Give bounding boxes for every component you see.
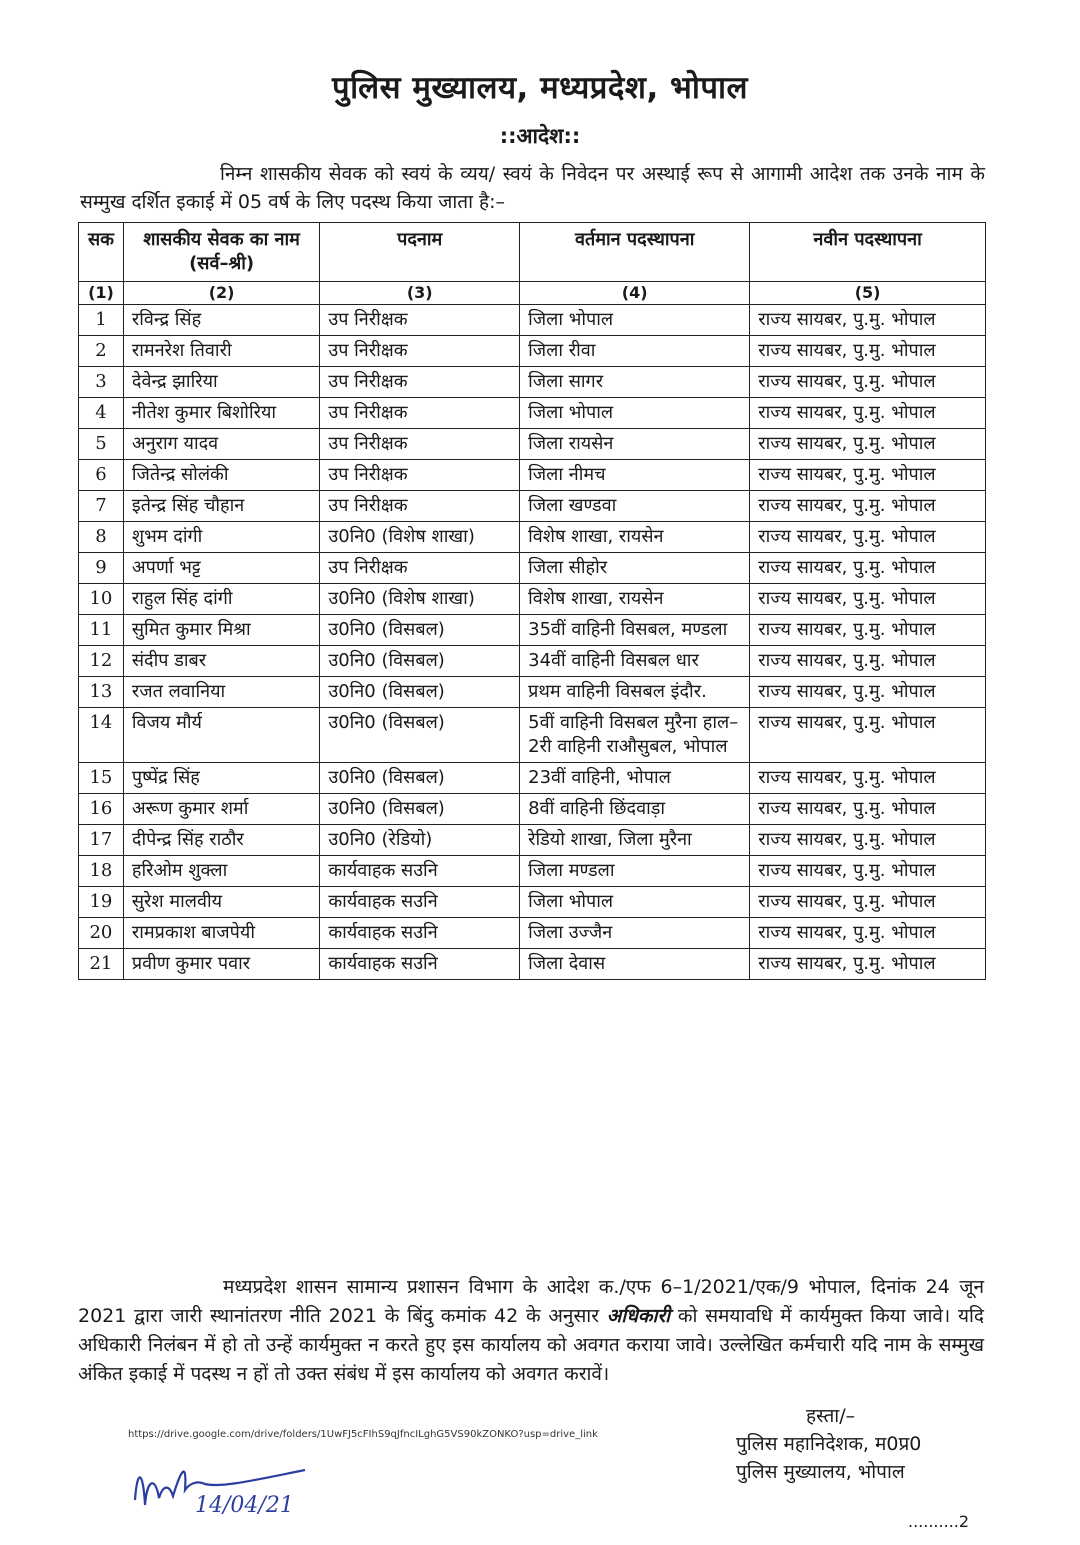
signatory-office: पुलिस मुख्यालय, भोपाल: [736, 1461, 905, 1483]
row-sno: 1: [79, 305, 124, 336]
row-name: इतेन्द्र सिंह चौहान: [123, 491, 319, 522]
header-name: शासकीय सेवक का नाम (सर्व–श्री): [123, 223, 319, 282]
row-post: उ0नि0 (विशेष शाखा): [320, 522, 520, 553]
row-sno: 17: [79, 825, 124, 856]
row-sno: 2: [79, 336, 124, 367]
table-row: [79, 949, 986, 980]
row-new-posting: राज्य सायबर, पु.मु. भोपाल: [750, 615, 986, 646]
row-post: कार्यवाहक सउनि: [320, 887, 520, 918]
row-current-posting: 23वीं वाहिनी, भोपाल: [520, 763, 750, 794]
row-sno: 3: [79, 367, 124, 398]
row-sno: 15: [79, 763, 124, 794]
row-name: संदीप डाबर: [123, 646, 319, 677]
row-name: अरूण कुमार शर्मा: [123, 794, 319, 825]
row-sno: 8: [79, 522, 124, 553]
row-name: रामनरेश तिवारी: [123, 336, 319, 367]
row-new-posting: राज्य सायबर, पु.मु. भोपाल: [750, 825, 986, 856]
signature-date: 14/04/21: [195, 1493, 294, 1518]
row-current-posting: जिला रीवा: [520, 336, 750, 367]
row-name: देवेन्द्र झारिया: [123, 367, 319, 398]
row-sno: 6: [79, 460, 124, 491]
row-current-posting: जिला खण्डवा: [520, 491, 750, 522]
header-post: पदनाम: [320, 223, 520, 282]
row-name: राहुल सिंह दांगी: [123, 584, 319, 615]
row-post: उ0नि0 (विसबल): [320, 708, 520, 763]
table-row: [79, 553, 986, 584]
page-title: पुलिस मुख्यालय, मध्यप्रदेश, भोपाल: [331, 70, 749, 106]
row-current-posting: जिला भोपाल: [520, 887, 750, 918]
row-current-posting: 8वीं वाहिनी छिंदवाड़ा: [520, 794, 750, 825]
row-new-posting: राज्य सायबर, पु.मु. भोपाल: [750, 918, 986, 949]
table-row: [79, 677, 986, 708]
row-sno: 4: [79, 398, 124, 429]
row-sno: 19: [79, 887, 124, 918]
row-post: उ0नि0 (विसबल): [320, 646, 520, 677]
table-row: [79, 918, 986, 949]
col-number: (3): [320, 282, 520, 305]
row-new-posting: राज्य सायबर, पु.मु. भोपाल: [750, 677, 986, 708]
row-current-posting: रेडियो शाखा, जिला मुरैना: [520, 825, 750, 856]
row-post: उप निरीक्षक: [320, 429, 520, 460]
row-new-posting: राज्य सायबर, पु.मु. भोपाल: [750, 491, 986, 522]
header-current-posting: वर्तमान पदस्थापना: [520, 223, 750, 282]
footer-paragraph: [78, 1273, 984, 1389]
table-row: [79, 429, 986, 460]
row-current-posting: विशेष शाखा, रायसेन: [520, 584, 750, 615]
table-header-row: [79, 223, 986, 282]
row-new-posting: राज्य सायबर, पु.मु. भोपाल: [750, 553, 986, 584]
row-sno: 10: [79, 584, 124, 615]
row-post: उ0नि0 (विशेष शाखा): [320, 584, 520, 615]
table-row: [79, 646, 986, 677]
table-row: [79, 460, 986, 491]
row-post: उप निरीक्षक: [320, 367, 520, 398]
header-new-posting: नवीन पदस्थापना: [750, 223, 986, 282]
row-name: सुमित कुमार मिश्रा: [123, 615, 319, 646]
table-row: [79, 491, 986, 522]
row-post: उप निरीक्षक: [320, 305, 520, 336]
row-new-posting: राज्य सायबर, पु.मु. भोपाल: [750, 763, 986, 794]
row-current-posting: विशेष शाखा, रायसेन: [520, 522, 750, 553]
row-name: सुरेश मालवीय: [123, 887, 319, 918]
row-new-posting: राज्य सायबर, पु.मु. भोपाल: [750, 522, 986, 553]
row-new-posting: राज्य सायबर, पु.मु. भोपाल: [750, 794, 986, 825]
row-name: दीपेन्द्र सिंह राठौर: [123, 825, 319, 856]
table-row: [79, 615, 986, 646]
row-sno: 7: [79, 491, 124, 522]
row-current-posting: प्रथम वाहिनी विसबल इंदौर.: [520, 677, 750, 708]
row-name: शुभम दांगी: [123, 522, 319, 553]
row-current-posting: जिला भोपाल: [520, 398, 750, 429]
row-name: जितेन्द्र सोलंकी: [123, 460, 319, 491]
row-current-posting: 35वीं वाहिनी विसबल, मण्डला: [520, 615, 750, 646]
row-sno: 16: [79, 794, 124, 825]
table-row: [79, 708, 986, 763]
row-sno: 14: [79, 708, 124, 763]
row-new-posting: राज्य सायबर, पु.मु. भोपाल: [750, 949, 986, 980]
row-name: अनुराग यादव: [123, 429, 319, 460]
row-post: उप निरीक्षक: [320, 553, 520, 584]
footer-text-after: को समयावधि में कार्यमुक्त किया जावे। यदि अधिकारी निलंबन में हो तो उन्हें कार्यमुक्त न करते हुए इस कार्यालय को अवगत कराया जावे। उल्लेखित कर्मचारी यदि नाम के सम्मुख अंकित इकाई में पदस्थ न हों तो उक्त संबंध में इस कार्यालय को अवगत करावें।: [78, 1305, 984, 1385]
row-current-posting: जिला नीमच: [520, 460, 750, 491]
handwritten-signature: [125, 1450, 325, 1530]
row-name: पुष्पेंद्र सिंह: [123, 763, 319, 794]
row-post: उ0नि0 (विसबल): [320, 677, 520, 708]
posting-table: [78, 222, 986, 980]
row-new-posting: राज्य सायबर, पु.मु. भोपाल: [750, 646, 986, 677]
row-post: उ0नि0 (विसबल): [320, 794, 520, 825]
row-name: रविन्द्र सिंह: [123, 305, 319, 336]
table-row: [79, 367, 986, 398]
row-current-posting: जिला देवास: [520, 949, 750, 980]
row-current-posting: जिला उज्जैन: [520, 918, 750, 949]
row-post: उप निरीक्षक: [320, 336, 520, 367]
row-sno: 21: [79, 949, 124, 980]
table-row: [79, 336, 986, 367]
table-row: [79, 522, 986, 553]
table-row: [79, 305, 986, 336]
row-current-posting: 34वीं वाहिनी विसबल धार: [520, 646, 750, 677]
order-heading: ::आदेश::: [499, 124, 581, 148]
row-current-posting: जिला मण्डला: [520, 856, 750, 887]
col-number: (4): [520, 282, 750, 305]
row-post: उ0नि0 (रेडियो): [320, 825, 520, 856]
row-sno: 5: [79, 429, 124, 460]
row-post: कार्यवाहक सउनि: [320, 856, 520, 887]
row-new-posting: राज्य सायबर, पु.मु. भोपाल: [750, 336, 986, 367]
row-sno: 20: [79, 918, 124, 949]
intro-paragraph: निम्न शासकीय सेवक को स्वयं के व्यय/ स्वयं के निवेदन पर अस्थाई रूप से आगामी आदेश तक उनके नाम के सम्मुख दर्शित इकाई में 05 वर्ष के लिए पदस्थ किया जाता है:–: [80, 163, 985, 213]
page-marker: ..........2: [908, 1512, 970, 1531]
row-current-posting: जिला सीहोर: [520, 553, 750, 584]
row-name: विजय मौर्य: [123, 708, 319, 763]
header-sno: सक: [79, 223, 124, 282]
row-post: उ0नि0 (विसबल): [320, 763, 520, 794]
drive-link[interactable]: https://drive.google.com/drive/folders/1UwFJ5cFIhS9qJfncILghG5VS90kZONKO?usp=drive_link: [128, 1429, 598, 1440]
row-sno: 11: [79, 615, 124, 646]
row-name: रजत लवानिया: [123, 677, 319, 708]
row-current-posting: जिला भोपाल: [520, 305, 750, 336]
row-new-posting: राज्य सायबर, पु.मु. भोपाल: [750, 305, 986, 336]
row-current-posting: जिला रायसेन: [520, 429, 750, 460]
column-number-row: [79, 282, 986, 305]
row-name: हरिओम शुक्ला: [123, 856, 319, 887]
row-current-posting: 5वीं वाहिनी विसबल मुरैना हाल– 2री वाहिनी राऔसुबल, भोपाल: [520, 708, 750, 763]
row-post: उ0नि0 (विसबल): [320, 615, 520, 646]
signed-mark: हस्ता/–: [806, 1405, 856, 1427]
row-new-posting: राज्य सायबर, पु.मु. भोपाल: [750, 887, 986, 918]
row-post: उप निरीक्षक: [320, 398, 520, 429]
row-post: कार्यवाहक सउनि: [320, 918, 520, 949]
row-new-posting: राज्य सायबर, पु.मु. भोपाल: [750, 398, 986, 429]
row-name: नीतेश कुमार बिशोरिया: [123, 398, 319, 429]
col-number: (5): [750, 282, 986, 305]
row-current-posting: जिला सागर: [520, 367, 750, 398]
row-sno: 13: [79, 677, 124, 708]
row-post: उप निरीक्षक: [320, 491, 520, 522]
footer-text-before: मध्यप्रदेश शासन सामान्य प्रशासन विभाग के आदेश क./एफ 6–1/2021/एक/9 भोपाल, दिनांक 24 जून 2021 द्वारा जारी स्थानांतरण नीति 2021 के बिंदु कमांक 42 के अनुसार: [78, 1276, 984, 1327]
row-name: प्रवीण कुमार पवार: [123, 949, 319, 980]
table-row: [79, 584, 986, 615]
table-row: [79, 825, 986, 856]
signatory-designation: पुलिस महानिदेशक, म0प्र0: [736, 1433, 922, 1455]
row-new-posting: राज्य सायबर, पु.मु. भोपाल: [750, 429, 986, 460]
row-sno: 12: [79, 646, 124, 677]
row-name: रामप्रकाश बाजपेयी: [123, 918, 319, 949]
row-sno: 18: [79, 856, 124, 887]
table-row: [79, 763, 986, 794]
row-post: उप निरीक्षक: [320, 460, 520, 491]
table-row: [79, 856, 986, 887]
row-new-posting: राज्य सायबर, पु.मु. भोपाल: [750, 367, 986, 398]
footer-bold-word: अधिकारी: [606, 1305, 671, 1327]
row-new-posting: राज्य सायबर, पु.मु. भोपाल: [750, 460, 986, 491]
row-new-posting: राज्य सायबर, पु.मु. भोपाल: [750, 708, 986, 763]
table-row: [79, 794, 986, 825]
table-row: [79, 398, 986, 429]
col-number: (1): [79, 282, 124, 305]
col-number: (2): [123, 282, 319, 305]
row-new-posting: राज्य सायबर, पु.मु. भोपाल: [750, 856, 986, 887]
row-name: अपर्णा भट्ट: [123, 553, 319, 584]
signatory-block: [736, 1402, 986, 1486]
row-post: कार्यवाहक सउनि: [320, 949, 520, 980]
row-sno: 9: [79, 553, 124, 584]
row-new-posting: राज्य सायबर, पु.मु. भोपाल: [750, 584, 986, 615]
table-row: [79, 887, 986, 918]
signature-scribble-icon: [125, 1450, 325, 1530]
table-body: [79, 305, 986, 980]
